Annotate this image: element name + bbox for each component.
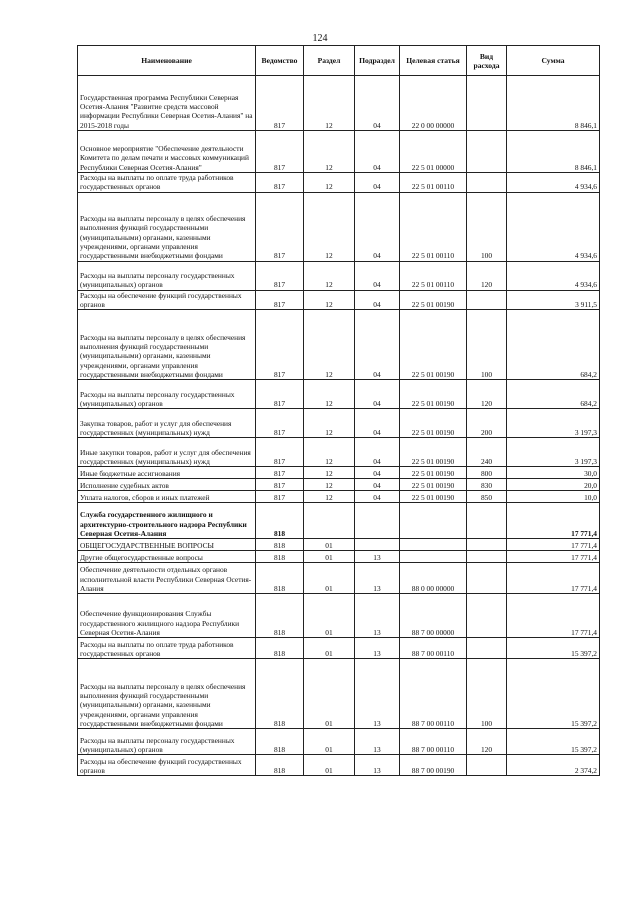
cell-amount: 15 397,2 <box>507 729 600 755</box>
cell-amount: 3 197,3 <box>507 438 600 467</box>
table-row <box>78 76 600 131</box>
cell-exp-type: 120 <box>467 261 507 290</box>
cell-subsection: 13 <box>355 551 400 563</box>
cell-name: Закупка товаров, работ и услуг для обеспечения государственных (муниципальных) нужд <box>78 409 256 438</box>
cell-exp-type: 240 <box>467 438 507 467</box>
cell-dept: 818 <box>256 563 304 594</box>
cell-exp-type <box>467 551 507 563</box>
cell-subsection: 04 <box>355 131 400 173</box>
cell-target: 22 5 01 00190 <box>400 310 467 380</box>
cell-dept: 817 <box>256 438 304 467</box>
header-subsection: Подраздел <box>355 46 400 76</box>
cell-section: 01 <box>304 729 355 755</box>
table-row <box>78 131 600 173</box>
cell-name: Исполнение судебных актов <box>78 479 256 491</box>
cell-amount: 4 934,6 <box>507 192 600 261</box>
cell-name: Расходы на выплаты по оплате труда работников государственных органов <box>78 638 256 659</box>
cell-subsection <box>355 503 400 539</box>
cell-section: 12 <box>304 409 355 438</box>
cell-exp-type: 100 <box>467 659 507 729</box>
cell-exp-type: 120 <box>467 380 507 409</box>
cell-exp-type <box>467 755 507 776</box>
cell-exp-type <box>467 290 507 310</box>
cell-section: 12 <box>304 192 355 261</box>
cell-section: 12 <box>304 467 355 479</box>
cell-target: 88 7 00 00190 <box>400 755 467 776</box>
cell-target: 88 7 00 00110 <box>400 659 467 729</box>
cell-section: 01 <box>304 638 355 659</box>
cell-dept: 817 <box>256 290 304 310</box>
cell-name: Основное мероприятие "Обеспечение деятельности Комитета по делам печати и массовых коммуникаций Республики Северная Осетия-Алания" <box>78 131 256 173</box>
cell-name: Расходы на обеспечение функций государственных органов <box>78 755 256 776</box>
cell-subsection: 13 <box>355 563 400 594</box>
cell-amount: 17 771,4 <box>507 539 600 551</box>
cell-target: 22 5 01 00190 <box>400 491 467 503</box>
budget-table <box>77 45 600 776</box>
cell-name: Расходы на выплаты персоналу государственных (муниципальных) органов <box>78 261 256 290</box>
cell-subsection: 04 <box>355 310 400 380</box>
cell-exp-type: 200 <box>467 409 507 438</box>
header-exp-type: Вид расхода <box>467 46 507 76</box>
cell-target: 88 7 00 00000 <box>400 594 467 638</box>
cell-amount: 30,0 <box>507 467 600 479</box>
cell-section: 01 <box>304 755 355 776</box>
table-row <box>78 261 600 290</box>
table-row <box>78 491 600 503</box>
cell-target: 88 0 00 00000 <box>400 563 467 594</box>
table-row <box>78 563 600 594</box>
cell-target <box>400 503 467 539</box>
cell-section: 12 <box>304 173 355 193</box>
cell-exp-type: 100 <box>467 310 507 380</box>
cell-dept: 818 <box>256 551 304 563</box>
cell-section: 12 <box>304 491 355 503</box>
cell-section: 12 <box>304 76 355 131</box>
cell-dept: 818 <box>256 638 304 659</box>
cell-section: 12 <box>304 290 355 310</box>
table-row <box>78 380 600 409</box>
cell-subsection: 04 <box>355 409 400 438</box>
cell-amount: 17 771,4 <box>507 594 600 638</box>
cell-target: 88 7 00 00110 <box>400 729 467 755</box>
table-row <box>78 755 600 776</box>
cell-name: Служба государственного жилищного и архитектурно-строительного надзора Республики Северная Осетия-Алания <box>78 503 256 539</box>
cell-section: 12 <box>304 479 355 491</box>
cell-target: 88 7 00 00110 <box>400 638 467 659</box>
table-row <box>78 173 600 193</box>
cell-subsection <box>355 539 400 551</box>
cell-target: 22 5 01 00190 <box>400 467 467 479</box>
cell-dept: 817 <box>256 310 304 380</box>
cell-section: 01 <box>304 659 355 729</box>
cell-target: 22 5 01 00000 <box>400 131 467 173</box>
cell-section: 12 <box>304 438 355 467</box>
cell-name: Расходы на выплаты персоналу в целях обеспечения выполнения функций государственными (муниципальными) органами, казенными учреждениями, органами управления государственными внебюджетными фондами <box>78 310 256 380</box>
cell-exp-type <box>467 76 507 131</box>
cell-name: Расходы на обеспечение функций государственных органов <box>78 290 256 310</box>
cell-amount: 17 771,4 <box>507 503 600 539</box>
cell-name: Расходы на выплаты персоналу в целях обеспечения выполнения функций государственными (муниципальными) органами, казенными учреждениями, органами управления государственными внебюджетными фондами <box>78 192 256 261</box>
cell-section: 12 <box>304 131 355 173</box>
table-row <box>78 438 600 467</box>
cell-exp-type <box>467 563 507 594</box>
cell-target: 22 5 01 00190 <box>400 479 467 491</box>
cell-subsection: 13 <box>355 755 400 776</box>
cell-exp-type <box>467 503 507 539</box>
cell-subsection: 13 <box>355 638 400 659</box>
cell-amount: 15 397,2 <box>507 638 600 659</box>
table-body <box>78 76 600 776</box>
cell-subsection: 13 <box>355 659 400 729</box>
cell-name: Иные закупки товаров, работ и услуг для обеспечения государственных (муниципальных) нужд <box>78 438 256 467</box>
cell-amount: 684,2 <box>507 310 600 380</box>
cell-amount: 4 934,6 <box>507 261 600 290</box>
cell-subsection: 04 <box>355 438 400 467</box>
cell-dept: 817 <box>256 173 304 193</box>
cell-dept: 817 <box>256 192 304 261</box>
cell-target: 22 5 01 00110 <box>400 261 467 290</box>
cell-dept: 818 <box>256 659 304 729</box>
cell-dept: 817 <box>256 261 304 290</box>
cell-dept: 818 <box>256 729 304 755</box>
cell-exp-type: 100 <box>467 192 507 261</box>
cell-name: Уплата налогов, сборов и иных платежей <box>78 491 256 503</box>
cell-dept: 817 <box>256 467 304 479</box>
header-amount: Сумма <box>507 46 600 76</box>
cell-dept: 818 <box>256 503 304 539</box>
cell-target: 22 5 01 00190 <box>400 409 467 438</box>
table-row <box>78 503 600 539</box>
cell-exp-type: 120 <box>467 729 507 755</box>
table-row <box>78 409 600 438</box>
cell-dept: 818 <box>256 594 304 638</box>
cell-exp-type <box>467 539 507 551</box>
cell-subsection: 04 <box>355 380 400 409</box>
cell-dept: 817 <box>256 380 304 409</box>
cell-subsection: 04 <box>355 173 400 193</box>
cell-dept: 817 <box>256 76 304 131</box>
cell-name: Обеспечение функционирования Службы государственного жилищного надзора Республики Северная Осетия-Алания <box>78 594 256 638</box>
cell-section: 01 <box>304 551 355 563</box>
cell-name: Другие общегосударственные вопросы <box>78 551 256 563</box>
cell-dept: 817 <box>256 479 304 491</box>
cell-target: 22 0 00 00000 <box>400 76 467 131</box>
cell-target <box>400 539 467 551</box>
cell-exp-type <box>467 594 507 638</box>
cell-dept: 817 <box>256 131 304 173</box>
cell-section: 01 <box>304 563 355 594</box>
cell-amount: 20,0 <box>507 479 600 491</box>
cell-target: 22 5 01 00110 <box>400 192 467 261</box>
cell-amount: 3 911,5 <box>507 290 600 310</box>
cell-subsection: 04 <box>355 491 400 503</box>
cell-target: 22 5 01 00190 <box>400 438 467 467</box>
cell-exp-type: 800 <box>467 467 507 479</box>
page-number: 124 <box>312 33 328 44</box>
cell-name: ОБЩЕГОСУДАРСТВЕННЫЕ ВОПРОСЫ <box>78 539 256 551</box>
table-header-row <box>78 46 600 76</box>
cell-subsection: 13 <box>355 594 400 638</box>
header-name: Наименование <box>78 46 256 76</box>
cell-section: 12 <box>304 261 355 290</box>
cell-target: 22 5 01 00110 <box>400 173 467 193</box>
cell-amount: 8 846,1 <box>507 76 600 131</box>
cell-target: 22 5 01 00190 <box>400 290 467 310</box>
header-section: Раздел <box>304 46 355 76</box>
cell-subsection: 04 <box>355 192 400 261</box>
cell-amount: 15 397,2 <box>507 659 600 729</box>
cell-exp-type <box>467 638 507 659</box>
header-target: Целевая статья <box>400 46 467 76</box>
cell-name: Расходы на выплаты персоналу государственных (муниципальных) органов <box>78 380 256 409</box>
cell-subsection: 04 <box>355 290 400 310</box>
cell-name: Иные бюджетные ассигнования <box>78 467 256 479</box>
cell-name: Государственная программа Республики Северная Осетия-Алания "Развитие средств массовой информации Республики Северная Осетия-Алания" на 2015-2018 годы <box>78 76 256 131</box>
cell-section <box>304 503 355 539</box>
cell-name: Расходы на выплаты по оплате труда работников государственных органов <box>78 173 256 193</box>
table-row <box>78 192 600 261</box>
cell-subsection: 04 <box>355 479 400 491</box>
table-row <box>78 479 600 491</box>
cell-amount: 3 197,3 <box>507 409 600 438</box>
table-row <box>78 310 600 380</box>
cell-exp-type: 830 <box>467 479 507 491</box>
cell-section: 01 <box>304 594 355 638</box>
cell-dept: 818 <box>256 539 304 551</box>
cell-subsection: 04 <box>355 261 400 290</box>
cell-section: 12 <box>304 380 355 409</box>
cell-subsection: 04 <box>355 76 400 131</box>
table-row <box>78 290 600 310</box>
table-row <box>78 594 600 638</box>
cell-amount: 4 934,6 <box>507 173 600 193</box>
cell-amount: 17 771,4 <box>507 563 600 594</box>
table-row <box>78 659 600 729</box>
cell-amount: 17 771,4 <box>507 551 600 563</box>
cell-name: Расходы на выплаты персоналу государственных (муниципальных) органов <box>78 729 256 755</box>
cell-amount: 10,0 <box>507 491 600 503</box>
cell-dept: 817 <box>256 409 304 438</box>
cell-dept: 817 <box>256 491 304 503</box>
table-row <box>78 729 600 755</box>
cell-amount: 8 846,1 <box>507 131 600 173</box>
table-row <box>78 539 600 551</box>
cell-section: 12 <box>304 310 355 380</box>
table-row <box>78 467 600 479</box>
cell-subsection: 13 <box>355 729 400 755</box>
cell-exp-type <box>467 131 507 173</box>
cell-subsection: 04 <box>355 467 400 479</box>
cell-target <box>400 551 467 563</box>
cell-name: Расходы на выплаты персоналу в целях обеспечения выполнения функций государственными (муниципальными) органами, казенными учреждениями, органами управления государственными внебюджетными фондами <box>78 659 256 729</box>
table-row <box>78 551 600 563</box>
header-dept: Ведомство <box>256 46 304 76</box>
cell-amount: 684,2 <box>507 380 600 409</box>
cell-name: Обеспечение деятельности отдельных органов исполнительной власти Республики Северная Осетия-Алания <box>78 563 256 594</box>
cell-exp-type: 850 <box>467 491 507 503</box>
cell-target: 22 5 01 00190 <box>400 380 467 409</box>
table-row <box>78 638 600 659</box>
cell-exp-type <box>467 173 507 193</box>
cell-section: 01 <box>304 539 355 551</box>
cell-dept: 818 <box>256 755 304 776</box>
cell-amount: 2 374,2 <box>507 755 600 776</box>
